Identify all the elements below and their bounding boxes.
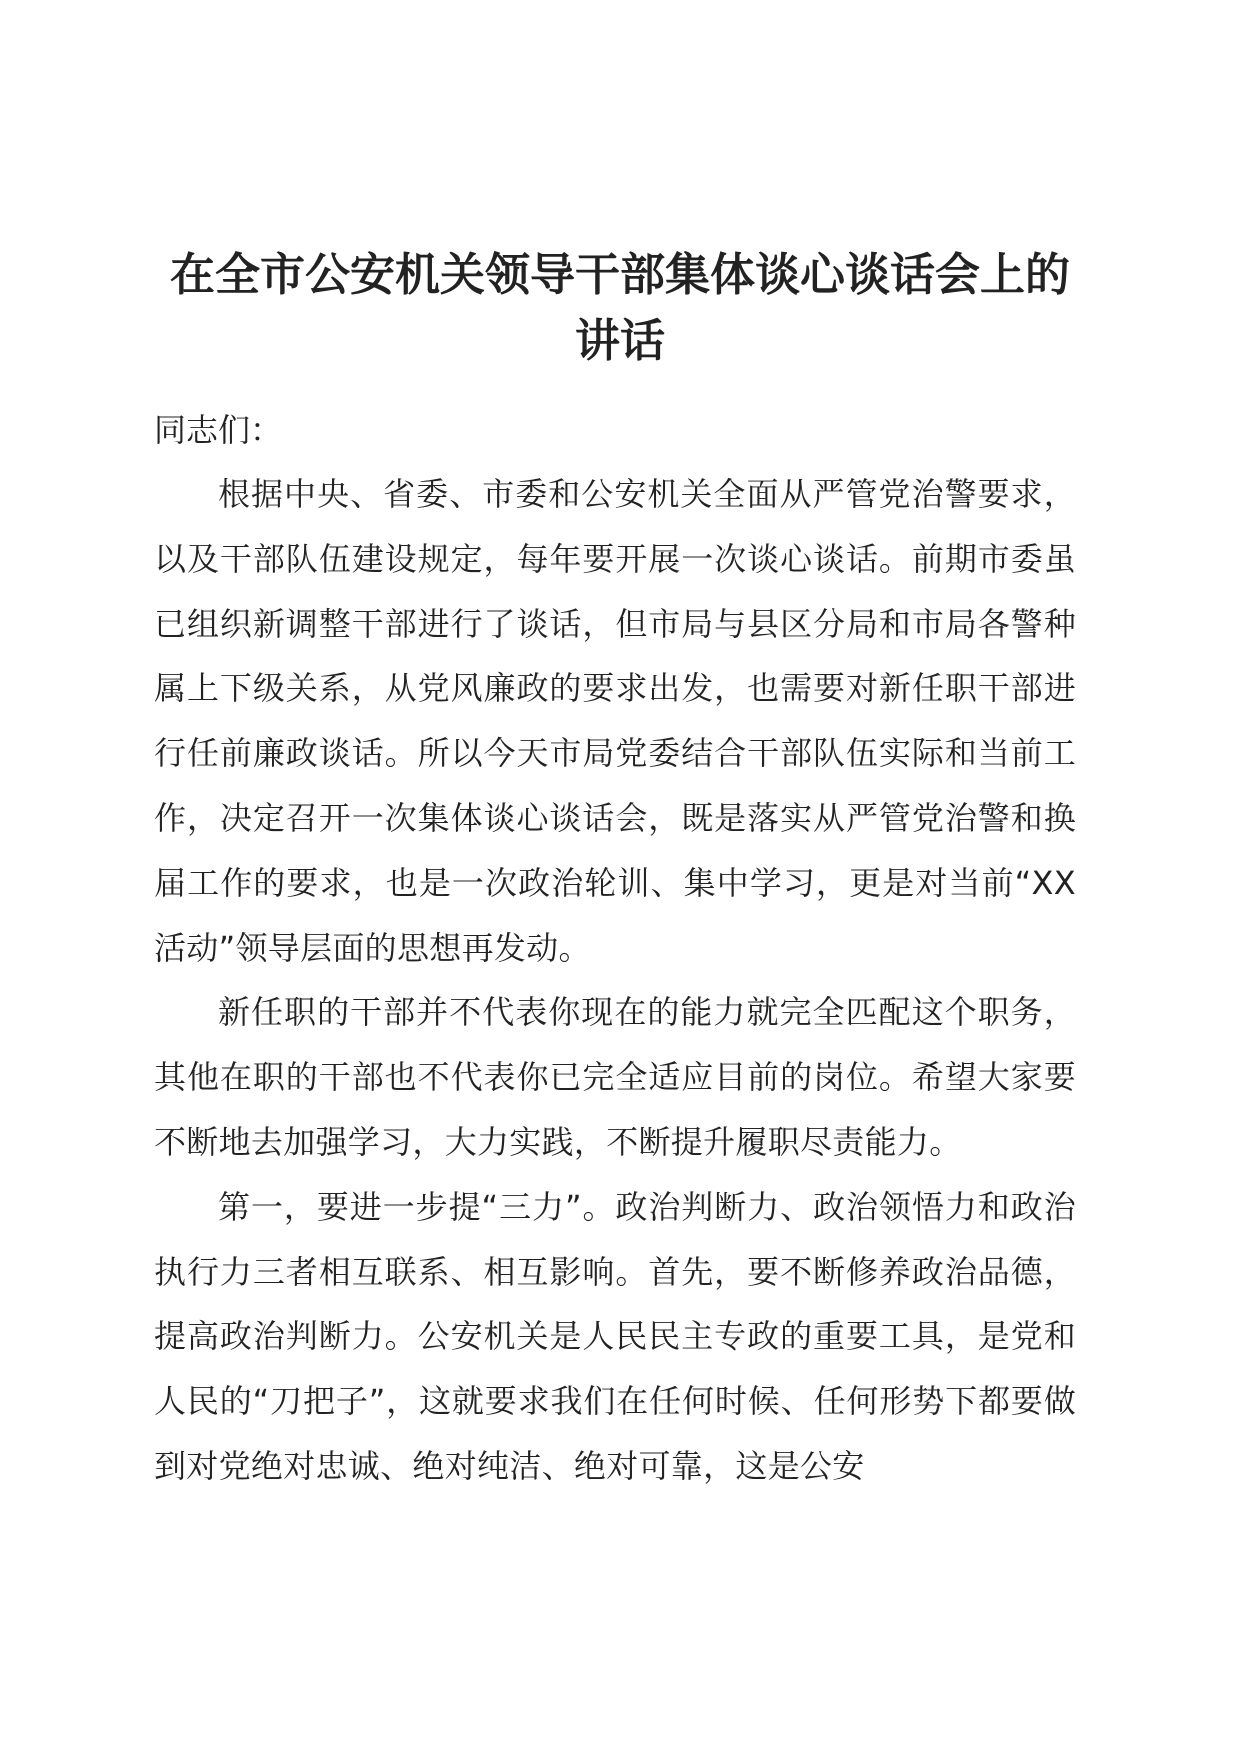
paragraph-2: 新任职的干部并不代表你现在的能力就完全匹配这个职务，其他在职的干部也不代表你已完全适应目前的岗位。希望大家要不断地去加强学习，大力实践，不断提升履职尽责能力。 (154, 993, 1076, 1161)
salutation: 同志们： (154, 411, 283, 449)
paragraph-3: 第一，要进一步提“三力”。政治判断力、政治领悟力和政治执行力三者相互联系、相互影响。首先，要不断修养政治品德，提高政治判断力。公安机关是人民民主专政的重要工具，是党和人民的“刀把子”，这就要求我们在任何时候、任何形势下都要做到对党绝对忠诚、绝对纯洁、绝对可靠，这是公安 (154, 1187, 1076, 1485)
document-title: 在全市公安机关领导干部集体谈心谈话会上的讲话 (169, 248, 1070, 367)
paragraph-1: 根据中央、省委、市委和公安机关全面从严管党治警要求，以及干部队伍建设规定，每年要开展一次谈心谈话。前期市委虽已组织新调整干部进行了谈话，但市局与县区分局和市局各警种属上下级关系，从党风廉政的要求出发，也需要对新任职干部进行任前廉政谈话。所以今天市局党委结合干部队伍实际和当前工作，决定召开一次集体谈心谈话会，既是落实从严管党治警和换届工作的要求，也是一次政治轮训、集中学习，更是对当前“XX活动”领导层面的思想再发动。 (154, 475, 1076, 967)
document-body (154, 462, 1076, 1499)
